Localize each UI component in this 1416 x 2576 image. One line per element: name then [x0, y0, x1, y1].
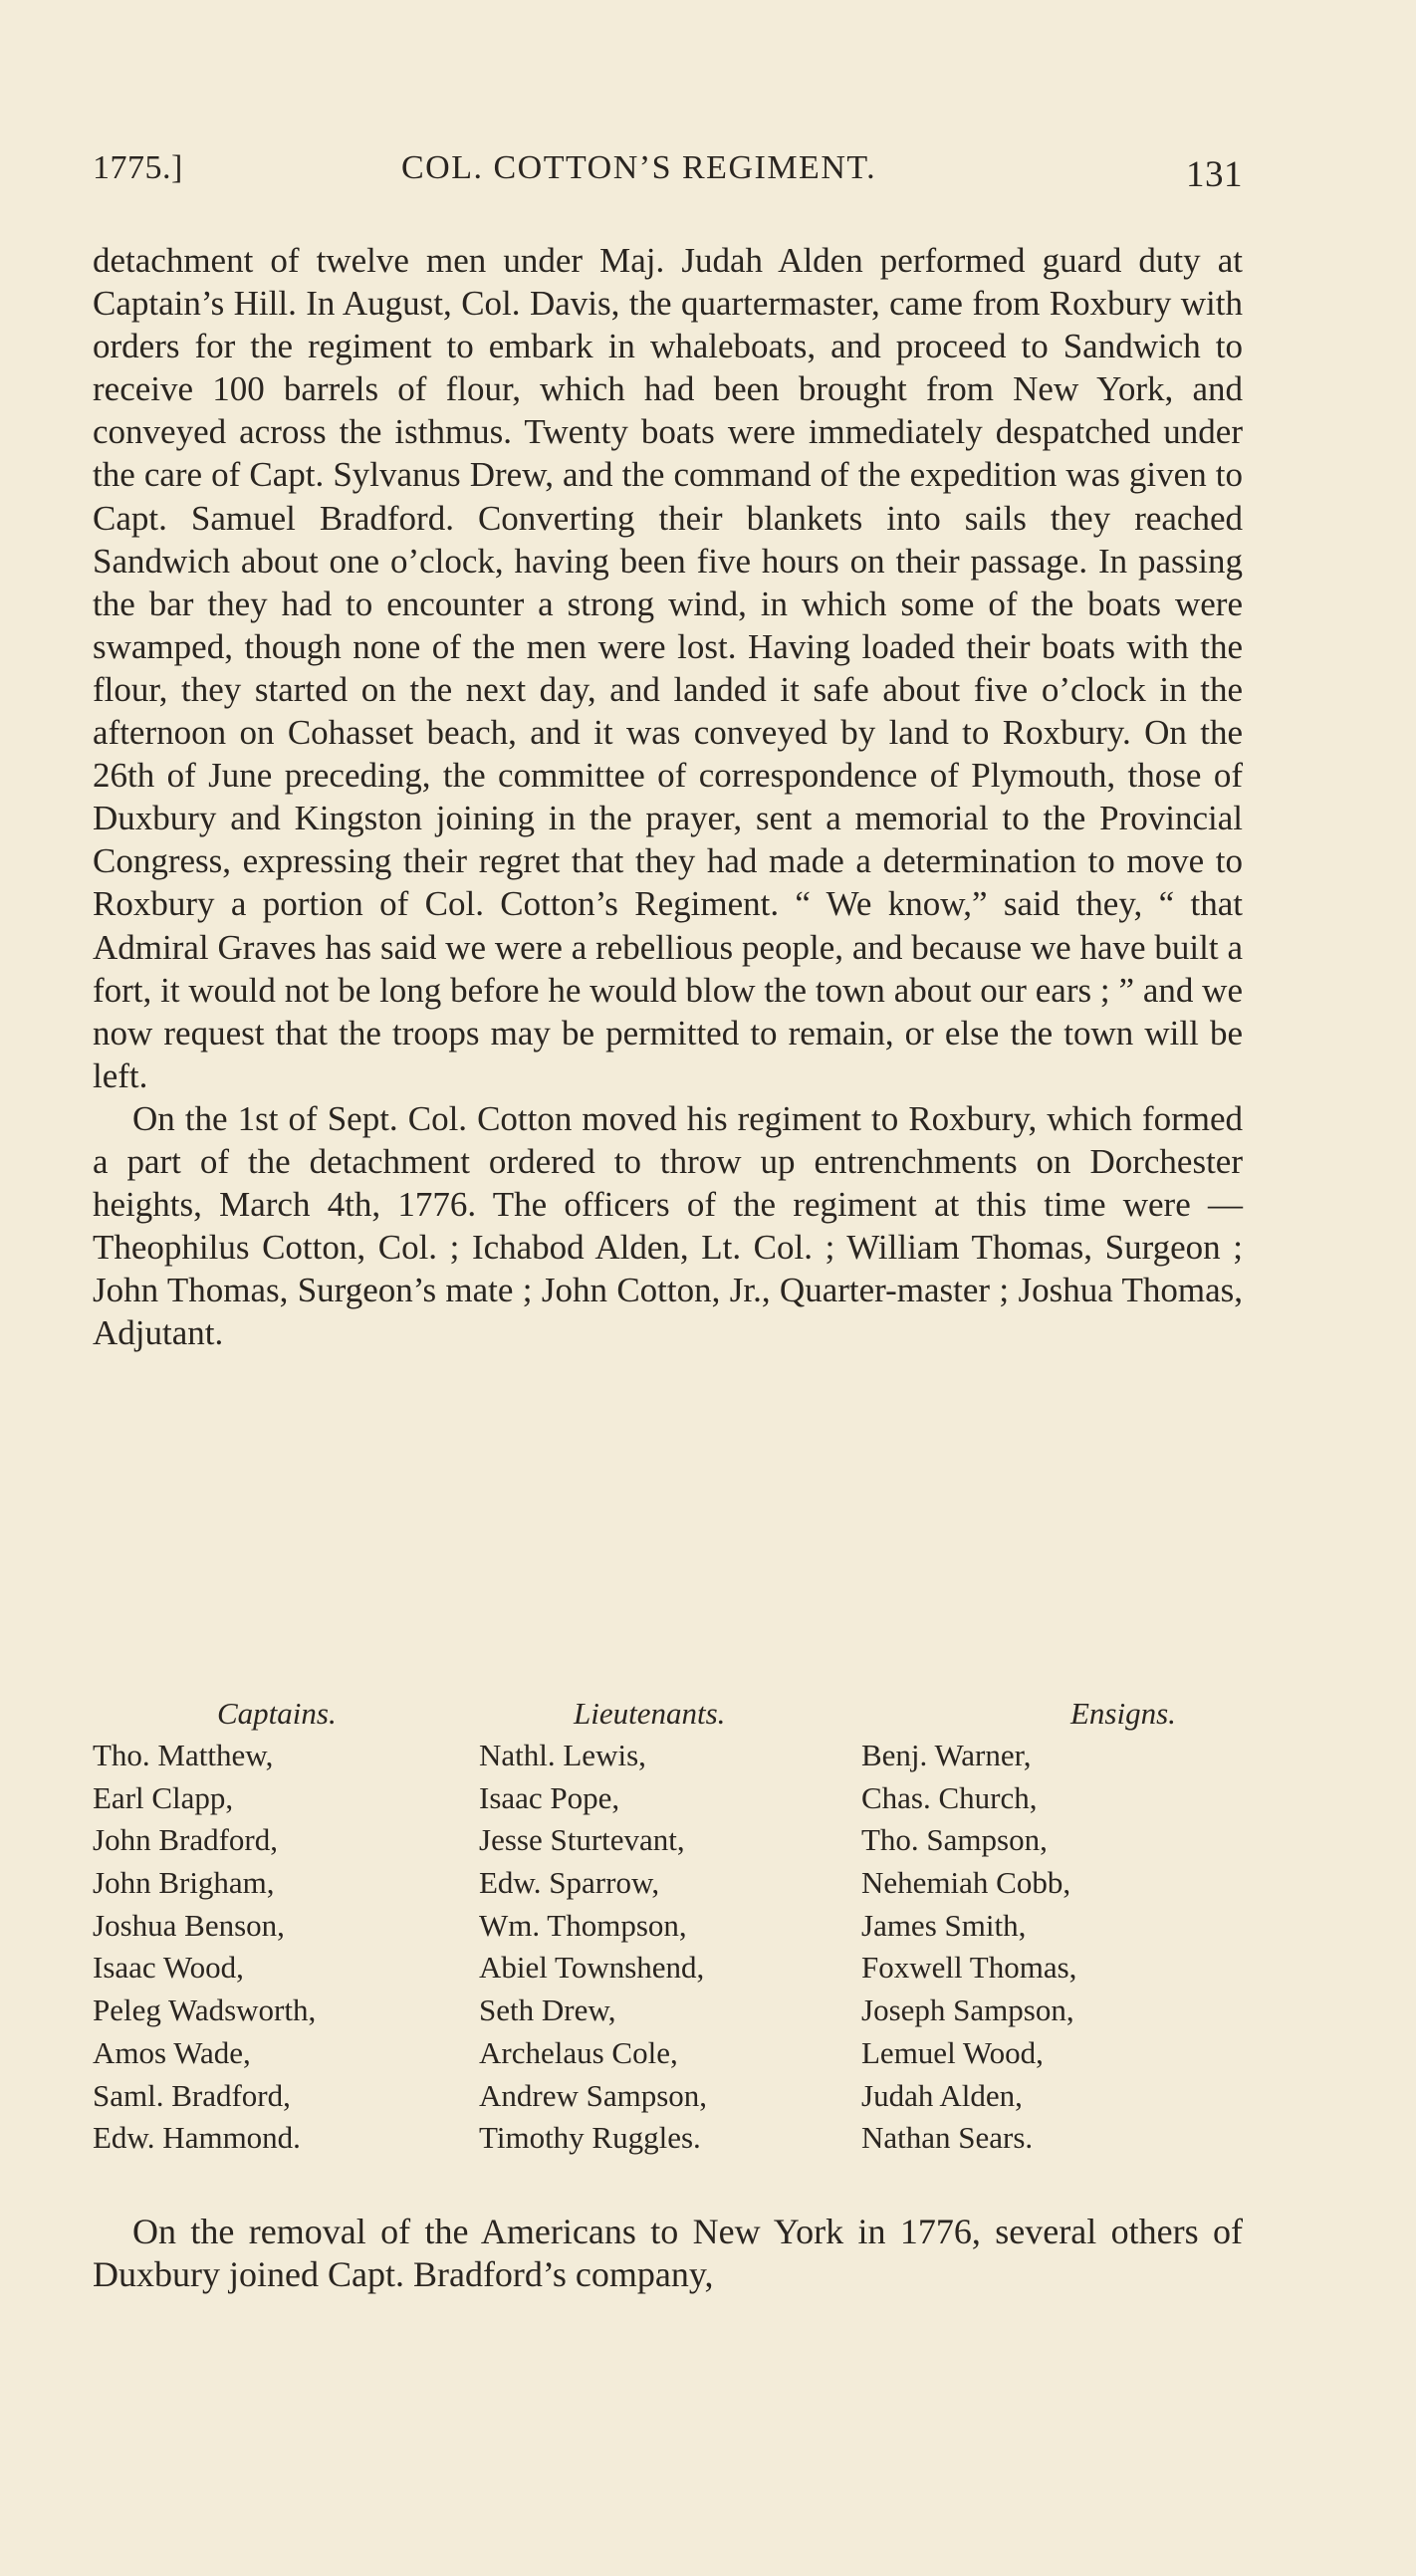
ensign-name: Tho. Sampson, [861, 1822, 1048, 1858]
ensigns-list [861, 1735, 1250, 2160]
body-text [93, 239, 1243, 1354]
officer-roster [93, 1693, 1243, 2211]
lieutenant-name: Isaac Pope, [479, 1779, 620, 1815]
captains-column [93, 1693, 471, 2160]
closing-text [93, 2211, 1243, 2296]
captain-name: Saml. Bradford, [93, 2077, 291, 2113]
captain-name: Peleg Wadsworth, [93, 1992, 317, 2028]
ensign-name: Benj. Warner, [861, 1738, 1032, 1772]
running-head-title: COL. COTTON’S REGIMENT. [401, 149, 877, 186]
captain-name: Isaac Wood, [93, 1950, 244, 1986]
ensign-name: Nathan Sears. [861, 2120, 1034, 2156]
lieutenant-name: Timothy Ruggles. [479, 2120, 701, 2156]
captain-name: Joshua Benson, [93, 1907, 285, 1943]
paragraph-2: On the 1st of Sept. Col. Cotton moved his regiment to Roxbury, which formed a part of the detachment ordered to throw up entrenchments on Dorchester heights, March 4th, 1776. The officers of the regiment at this time were — Theophilus Cotton, Col. ; Ichabod Alden, Lt. Col. ; William Thomas, Surgeon ; John Thomas, Surgeon’s mate ; John Cotton, Jr., Quarter-master ; Joshua Thomas, Adjutant. [93, 1098, 1243, 1353]
running-head-year: 1775.] [93, 149, 183, 186]
captain-name: Tho. Matthew, [93, 1738, 274, 1772]
paragraph-1: detachment of twelve men under Maj. Judah Alden performed guard duty at Captain’s Hill. In August, Col. Davis, the quartermaster, came from Roxbury with orders for the regiment to embark in whaleboats, and proceed to Sandwich to receive 100 barrels of flour, which had been brought from New York, and conveyed across the isthmus. Twenty boats were immediately despatched under the care of Capt. Sylvanus Drew, and the command of the expedition was given to Capt. Samuel Bradford. Converting their blankets into sails they reached Sandwich about one o’clock, having been five hours on their passage. In passing the bar they had to encounter a strong wind, in which some of the boats were swamped, though none of the men were lost. Having loaded their boats with the flour, they started on the next day, and landed it safe about five o’clock in the afternoon on Cohasset beach, and it was conveyed by land to Roxbury. On the 26th of June preceding, the committee of correspondence of Plymouth, those of Duxbury and Kingston joining in the prayer, sent a memorial to the Provincial Congress, expressing their regret that they had made a determination to move to Roxbury a portion of Col. Cotton’s Regiment. “ We know,” said they, “ that Admiral Graves has said we were a rebellious people, and because we have built a fort, it would not be long before he would blow the town about our ears ; ” and we now request that the troops may be permitted to remain, or else the town will be left. [93, 241, 1243, 1095]
lieutenant-name: Andrew Sampson, [479, 2077, 708, 2113]
lieutenants-column [479, 1693, 867, 2160]
lieutenants-list [479, 1735, 867, 2160]
captain-name: John Brigham, [93, 1865, 275, 1901]
ensign-name: Nehemiah Cobb, [861, 1865, 1071, 1901]
running-head [93, 149, 1243, 199]
captain-name: Earl Clapp, [93, 1779, 234, 1815]
ensigns-column [861, 1693, 1250, 2160]
lieutenant-name: Abiel Townshend, [479, 1950, 705, 1986]
ensign-name: Lemuel Wood, [861, 2034, 1044, 2070]
ensign-name: Judah Alden, [861, 2077, 1023, 2113]
captain-name: Amos Wade, [93, 2034, 251, 2070]
captain-name: Edw. Hammond. [93, 2120, 301, 2156]
lieutenant-name: Nathl. Lewis, [479, 1738, 646, 1772]
ensign-name: James Smith, [861, 1907, 1027, 1943]
ensign-name: Chas. Church, [861, 1779, 1038, 1815]
lieutenant-name: Jesse Sturtevant, [479, 1822, 685, 1858]
page-number: 131 [1186, 154, 1243, 195]
ensign-name: Foxwell Thomas, [861, 1950, 1077, 1986]
captains-heading: Captains. [217, 1696, 337, 1731]
lieutenant-name: Edw. Sparrow, [479, 1865, 660, 1901]
ensigns-heading: Ensigns. [1070, 1696, 1176, 1731]
captain-name: John Bradford, [93, 1822, 278, 1858]
closing-paragraph: On the removal of the Americans to New York in 1776, several others of Duxbury joined Capt. Bradford’s company, [93, 2212, 1243, 2294]
lieutenant-name: Archelaus Cole, [479, 2034, 678, 2070]
captains-list [93, 1735, 471, 2160]
lieutenant-name: Seth Drew, [479, 1992, 616, 2028]
lieutenant-name: Wm. Thompson, [479, 1907, 687, 1943]
ensign-name: Joseph Sampson, [861, 1992, 1074, 2028]
lieutenants-heading: Lieutenants. [574, 1696, 726, 1731]
